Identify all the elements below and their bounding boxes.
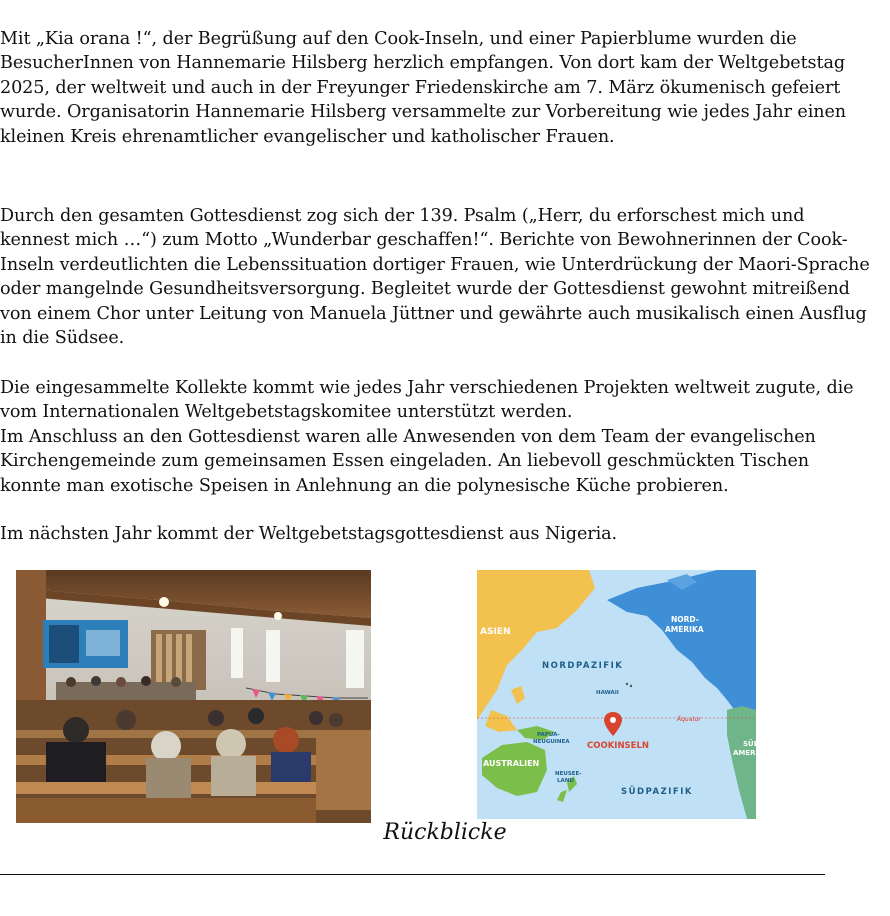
map-label-papua: PAPUA- NEUGUINEA — [533, 732, 570, 745]
map-label-cookinseln: COOKINSELN — [587, 741, 650, 751]
paragraph-meal: Im Anschluss an den Gottesdienst waren alle Anwesenden von dem Team der evangelischen Kirchengemeinde zum gemeinsamen Essen eingeladen. An liebevoll geschmückten Tischen konnte man exotische Speisen in Anlehnung an die polynesische Küche probieren. — [0, 427, 816, 496]
map-label-nordpazifik: NORDPAZIFIK — [542, 661, 624, 671]
map-label-aequator: Äquator — [677, 716, 701, 723]
caption: Rückblicke — [383, 820, 507, 845]
paragraph-service: Durch den gesamten Gottesdienst zog sich der 139. Psalm („Herr, du erforschest mich und kennest mich …“) zum Motto „Wunderbar geschaffen!“. Berichte von Bewohnerinnen der Cook-Inseln verdeutlichten die Lebenssituation dortiger Frauen, wie Unterdrückung der Maori-Sprache oder mangelnde Gesundheitsversorgung. Begleitet wurde der Gottesdienst gewohnt mitreißend von einem Chor unter Leitung von Manuela Jüttner und gewährte auch musikalisch einen Ausflug in die Südsee. — [0, 206, 870, 349]
church-photo — [16, 570, 371, 823]
map-label-suedamerika: SÜD- AMERIKA — [733, 740, 770, 757]
map-label-suedpazifik: SÜDPAZIFIK — [621, 787, 693, 797]
paragraph-intro: Mit „Kia orana !“, der Begrüßung auf den Cook-Inseln, und einer Papierblume wurden die BesucherInnen von Hannemarie Hilsberg herzlich empfangen. Von dort kam der Weltgebetstag 2025, der weltweit und auch in der Freyunger Friedenskirche am 7. März ökumenisch gefeiert wurde. Organisatorin Hannemarie Hilsberg versammelte zur Vorbereitung wie jedes Jahr einen kleinen Kreis ehrenamtlicher evangelischer und katholischer Frauen. — [0, 29, 847, 147]
map-label-neuseeland: NEUSEE- LAND — [555, 771, 582, 784]
map-label-nordamerika: NORD- AMERIKA — [665, 615, 704, 634]
pacific-map — [477, 570, 770, 819]
map-label-australien: AUSTRALIEN — [483, 759, 540, 768]
paragraph-next-year: Im nächsten Jahr kommt der Weltgebetstagsgottesdienst aus Nigeria. — [0, 524, 617, 544]
footer-rule — [0, 874, 825, 875]
map-label-asien: ASIEN — [480, 627, 511, 637]
paragraph-collection: Die eingesammelte Kollekte kommt wie jedes Jahr verschiedenen Projekten weltweit zugute, die vom Internationalen Weltgebetstagskomitee unterstützt werden. — [0, 378, 854, 423]
map-label-hawaii: HAWAII — [596, 690, 619, 696]
